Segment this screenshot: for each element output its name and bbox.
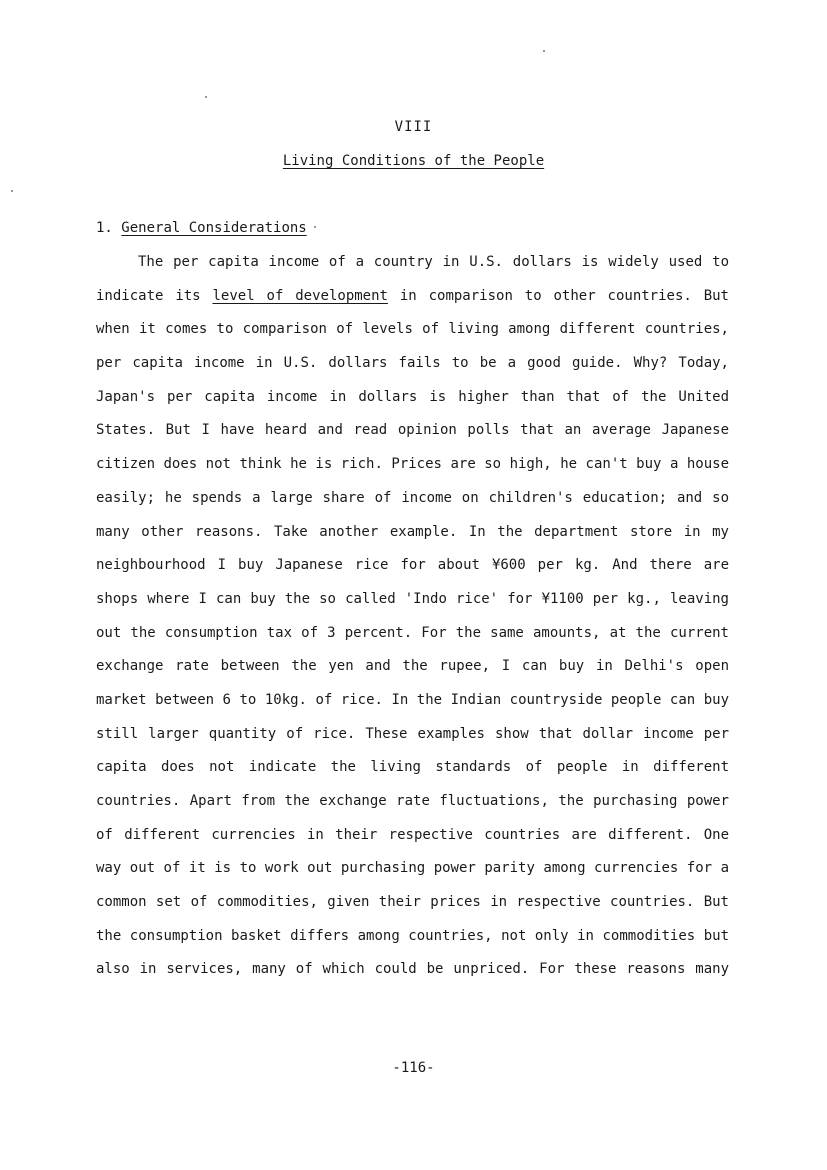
page-number: -116- <box>392 1060 435 1076</box>
text-line: per capita income in U.S. dollars fails to be a good guide. Why? Today, <box>96 355 729 372</box>
scan-speck <box>314 226 316 228</box>
text-line: countries. Apart from the exchange rate fluctuations, the purchasing power <box>96 793 729 809</box>
section-title: General Considerations <box>121 220 307 236</box>
text-line: out the consumption tax of 3 percent. For the same amounts, at the current <box>96 624 729 641</box>
text-line: many other reasons. Take another example. In the department store in my <box>96 523 729 540</box>
scan-speck <box>11 190 13 192</box>
text-line: exchange rate between the yen and the rupee, I can buy in Delhi's open <box>96 658 729 675</box>
text-line: of different currencies in their respective countries are different. One <box>96 826 729 843</box>
text-line: citizen does not think he is rich. Prices are so high, he can't buy a house <box>96 456 729 473</box>
section-heading <box>96 220 307 236</box>
text-line: easily; he spends a large share of income on children's education; and so <box>96 489 729 506</box>
text-line: The per capita income of a country in U.S. dollars is widely used to <box>138 254 729 270</box>
text-line: shops where I can buy the so called 'Indo rice' for ¥1100 per kg., leaving <box>96 590 729 607</box>
section-number: 1. <box>96 220 113 236</box>
text-line: also in services, many of which could be unpriced. For these reasons many <box>96 961 729 978</box>
underlined-phrase: level of development <box>212 287 388 304</box>
text-line: neighbourhood I buy Japanese rice for about ¥600 per kg. And there are <box>96 557 729 574</box>
text-line <box>96 288 729 322</box>
body-paragraph <box>96 254 729 995</box>
text-line-end: in comparison to other countries. But <box>387 287 729 304</box>
text-line: way out of it is to work out purchasing power parity among currencies for a <box>96 860 729 877</box>
text-line: capita does not indicate the living standards of people in different <box>96 759 729 776</box>
chapter-title-text: Living Conditions of the People <box>282 153 545 169</box>
chapter-number: VIII <box>394 119 433 135</box>
text-line: the consumption basket differs among countries, not only in commodities but <box>96 927 729 944</box>
text-line: market between 6 to 10kg. of rice. In the Indian countryside people can buy <box>96 691 729 708</box>
scan-speck <box>543 50 545 52</box>
text-line: still larger quantity of rice. These examples show that dollar income per <box>96 725 729 742</box>
scan-speck <box>205 96 207 98</box>
chapter-title <box>0 153 827 169</box>
text-line: Japan's per capita income in dollars is higher than that of the United <box>96 388 729 405</box>
text-line-start: indicate its <box>96 287 213 304</box>
text-line: States. But I have heard and read opinion polls that an average Japanese <box>96 422 729 439</box>
text-line: common set of commodities, given their prices in respective countries. But <box>96 894 729 911</box>
text-line: when it comes to comparison of levels of living among different countries, <box>96 321 729 338</box>
